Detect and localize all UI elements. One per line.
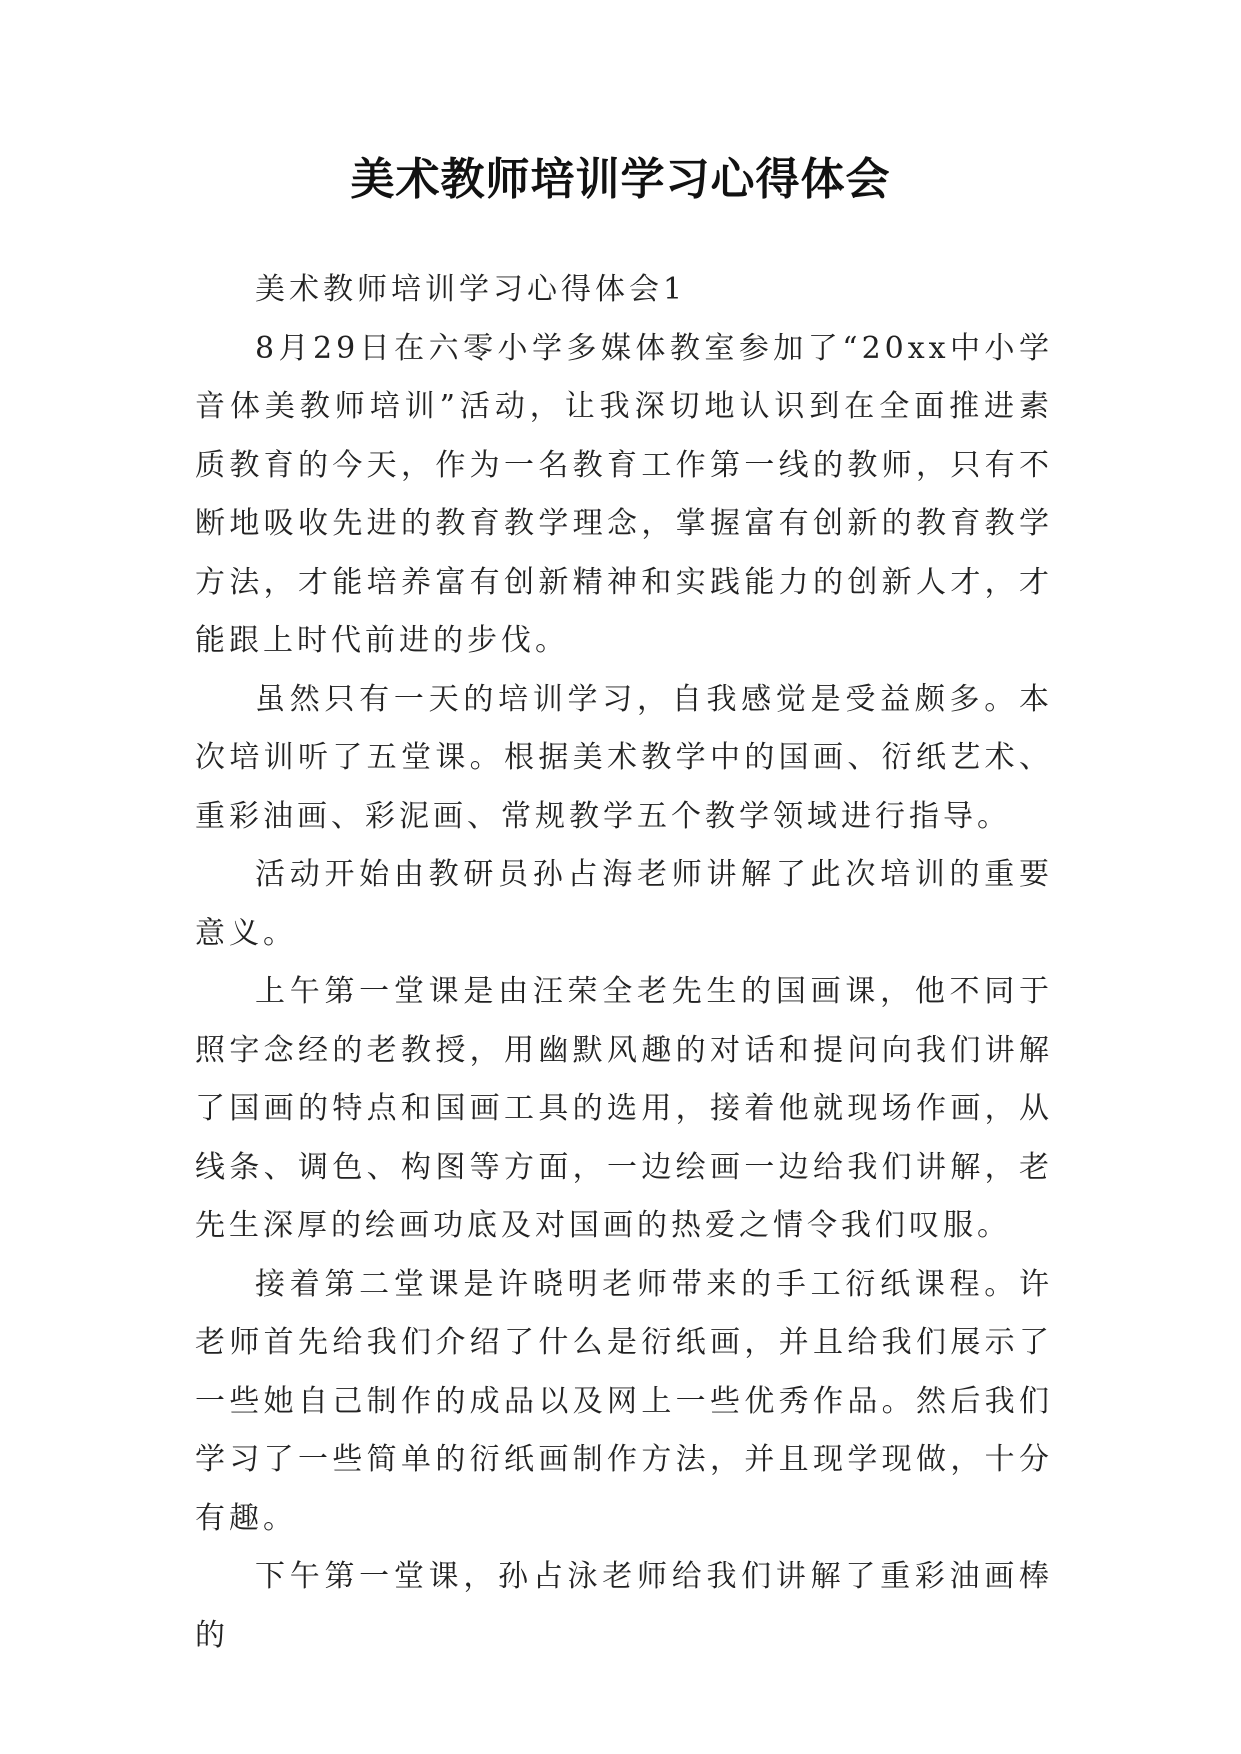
paragraph: 8月29日在六零小学多媒体教室参加了“20xx中小学音体美教师培训”活动，让我深切地认识到在全面推进素质教育的今天，作为一名教育工作第一线的教师，只有不断地吸收先进的教育教学理念，掌握富有创新的教育教学方法，才能培养富有创新精神和实践能力的创新人才，才能跟上时代前进的步伐。 bbox=[195, 330, 1053, 658]
section-heading: 美术教师培训学习心得体会1 bbox=[255, 272, 687, 307]
document-body bbox=[195, 261, 1053, 1665]
paragraph: 接着第二堂课是许晓明老师带来的手工衍纸课程。许老师首先给我们介绍了什么是衍纸画，并且给我们展示了一些她自己制作的成品以及网上一些优秀作品。然后我们学习了一些简单的衍纸画制作方法，并且现学现做，十分有趣。 bbox=[195, 1266, 1053, 1536]
paragraph: 下午第一堂课，孙占泳老师给我们讲解了重彩油画棒的 bbox=[195, 1559, 1053, 1653]
document-title: 美术教师培训学习心得体会 bbox=[350, 154, 891, 205]
paragraph: 活动开始由教研员孙占海老师讲解了此次培训的重要意义。 bbox=[195, 857, 1053, 951]
paragraph: 虽然只有一天的培训学习，自我感觉是受益颇多。本次培训听了五堂课。根据美术教学中的国画、衍纸艺术、重彩油画、彩泥画、常规教学五个教学领域进行指导。 bbox=[195, 681, 1053, 834]
paragraph: 上午第一堂课是由汪荣全老先生的国画课，他不同于照字念经的老教授，用幽默风趣的对话和提问向我们讲解了国画的特点和国画工具的选用，接着他就现场作画，从线条、调色、构图等方面，一边绘画一边给我们讲解，老先生深厚的绘画功底及对国画的热爱之情令我们叹服。 bbox=[195, 974, 1053, 1243]
